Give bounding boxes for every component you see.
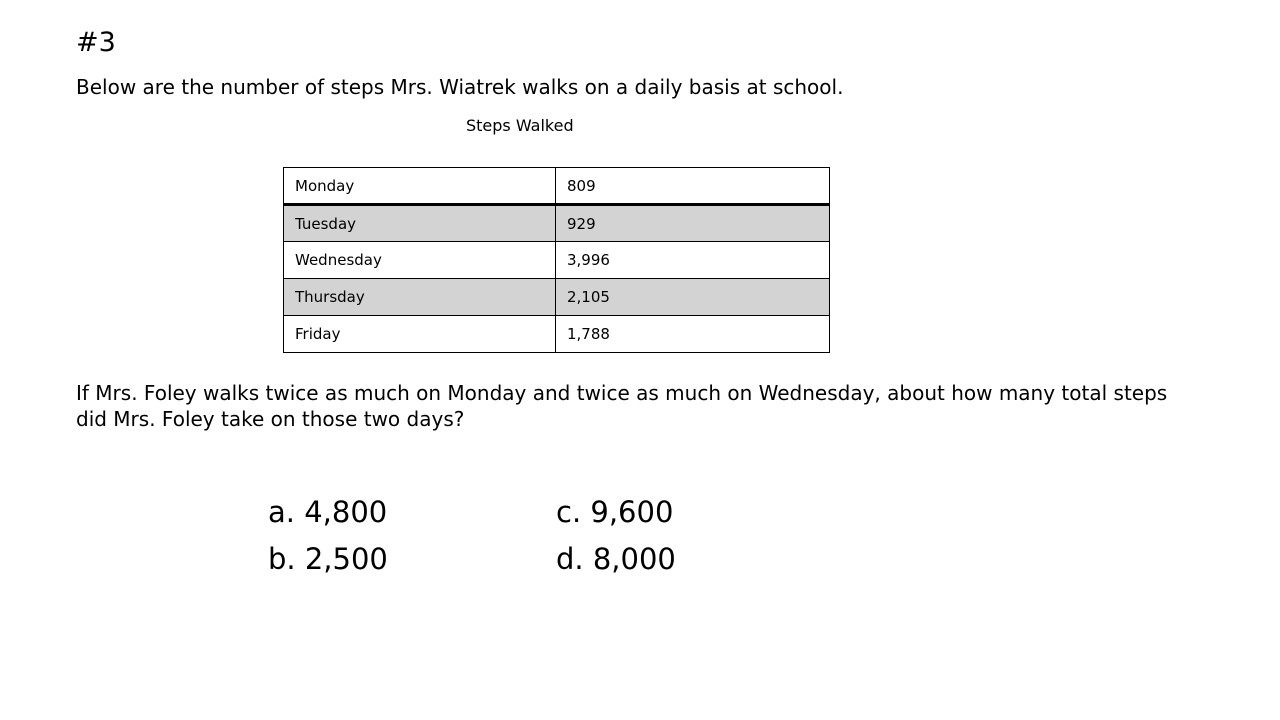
table-row	[284, 168, 830, 205]
table-caption: Steps Walked	[466, 116, 574, 135]
day-cell: Wednesday	[284, 242, 556, 279]
answer-choice-a[interactable]: a. 4,800	[268, 495, 388, 529]
answer-choice-d[interactable]: d. 8,000	[556, 542, 676, 576]
slide-number: #3	[76, 27, 116, 58]
table-row	[284, 205, 830, 242]
intro-text: Below are the number of steps Mrs. Wiatrek walks on a daily basis at school.	[76, 75, 844, 99]
day-cell: Monday	[284, 168, 556, 205]
day-cell: Tuesday	[284, 205, 556, 242]
steps-cell: 1,788	[556, 316, 830, 353]
day-cell: Friday	[284, 316, 556, 353]
answer-choice-c[interactable]: c. 9,600	[556, 495, 674, 529]
steps-cell: 2,105	[556, 279, 830, 316]
question-text: If Mrs. Foley walks twice as much on Monday and twice as much on Wednesday, about how many total steps did Mrs. Foley take on those two days?	[76, 381, 1168, 431]
steps-cell: 929	[556, 205, 830, 242]
day-cell: Thursday	[284, 279, 556, 316]
table-row	[284, 316, 830, 353]
table-row	[284, 279, 830, 316]
steps-table	[283, 167, 830, 353]
steps-cell: 3,996	[556, 242, 830, 279]
answer-choice-b[interactable]: b. 2,500	[268, 542, 388, 576]
steps-cell: 809	[556, 168, 830, 205]
table-row	[284, 242, 830, 279]
